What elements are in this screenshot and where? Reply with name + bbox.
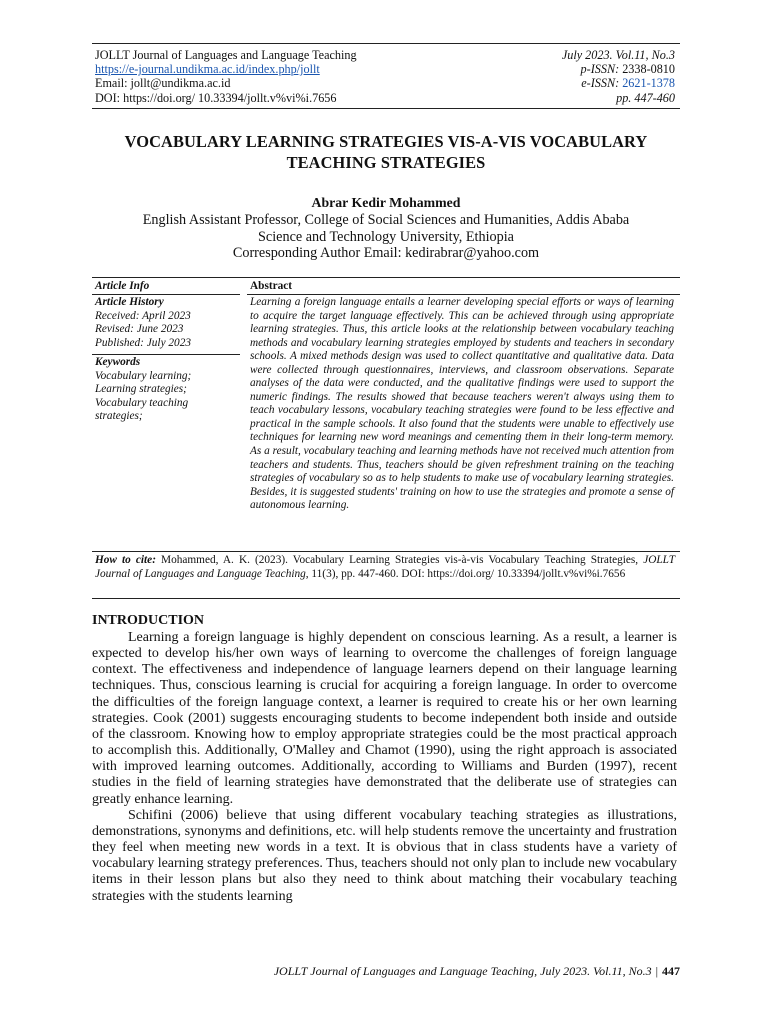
revised-date: Revised: June 2023	[95, 323, 184, 336]
article-info-heading: Article Info	[95, 280, 150, 292]
page-range: pp. 447-460	[616, 90, 675, 105]
info-rule-right	[247, 294, 680, 295]
abstract-heading: Abstract	[250, 280, 293, 292]
e-issn: e-ISSN: 2621-1378	[581, 76, 675, 91]
body-text	[92, 630, 677, 905]
page-footer	[92, 964, 680, 979]
header-rule-top	[92, 43, 680, 44]
header-rule-bottom	[92, 108, 680, 109]
abstract-text: Learning a foreign language entails a learner developing special efforts or ways of learning to acquire the target language effectively. This can be achieved through using appropriate learning strategies. Thus, this article looks at the relationship between vocabulary teaching methods and vocabulary learning strategies employed by students and teachers in secondary schools. A mixed methods design was used to collect quantitative and qualitative data. Data were collected through questionnaires, interviews, and classroom observations. Separate analyses of the data were conducted, and the qualitative findings were used to support the numeric findings. The results showed that because teachers weren't always using them to teach vocabulary lessons, vocabulary teaching strategies were found to be less effective and practical in the sample schools. It also found that the students were unable to effectively use techniques for learning new word meanings and cementing them in their long-term memory. As a result, vocabulary teaching and learning methods have not received much attention from teachers and students. Thus, teachers should be given refreshment training on the teaching strategies of vocabulary so as to help students to make use of vocabulary learning strategies. Besides, it is suggested students' training on how to use the strategies and promote a sense of autonomous learning.	[250, 296, 674, 512]
article-title: VOCABULARY LEARNING STRATEGIES VIS-A-VIS VOCABULARY TEACHING STRATEGIES	[124, 132, 648, 172]
journal-url-link[interactable]: https://e-journal.undikma.ac.id/index.php/jollt	[95, 62, 320, 77]
article-history: Article History Received: April 2023 Revised: June 2023 Published: July 2023	[95, 296, 237, 350]
page-number: 447	[662, 964, 680, 978]
p-issn: p-ISSN: 2338-0810	[580, 62, 675, 77]
footer-journal: JOLLT Journal of Languages and Language Teaching, July 2023. Vol.11, No.3	[273, 964, 652, 978]
keywords-rule	[92, 354, 240, 355]
keyword-item: Vocabulary teaching strategies;	[95, 396, 189, 423]
keywords: Keywords Vocabulary learning; Learning strategies; Vocabulary teaching strategies;	[95, 356, 237, 424]
journal-name: JOLLT Journal of Languages and Language Teaching	[95, 48, 357, 62]
article-doi: DOI: https://doi.org/ 10.33394/jollt.v%vi%i.7656	[95, 90, 337, 105]
keyword-item: Learning strategies;	[95, 383, 187, 396]
cite-rule-top	[92, 551, 680, 552]
how-to-cite: How to cite: Mohammed, A. K. (2023). Vocabulary Learning Strategies vis-à-vis Vocabulary Teaching Strategies, JOLLT Journal of Languages and Language Teaching, 11(3), pp. 447-460. DOI: https://doi.org/ 10.33394/jollt.v%vi%i.7656	[95, 554, 675, 580]
footer-separator: |	[655, 964, 658, 978]
paragraph: Schifini (2006) believe that using different vocabulary teaching strategies as illustrations, demonstrations, synonyms and definitions, etc. will help students remove the uncertainty and frustration they feel when meeting new words in a text. It is obvious that in class students have a variety of vocabulary learning strategy preferences. Thus, teachers should not only plan to include new vocabulary items in their lesson plans but also they need to think about matching their vocabulary teaching strategies with the students learning	[92, 807, 677, 904]
journal-header	[95, 48, 675, 105]
author-affiliation: English Assistant Professor, College of Social Sciences and Humanities, Addis Ababa Science and Technology University, Ethiopia Corresponding Author Email: kedirabrar@yahoo.com	[92, 212, 680, 262]
author-name: Abrar Kedir Mohammed	[311, 195, 461, 210]
section-heading: INTRODUCTION	[92, 613, 205, 628]
info-table-rule-top	[92, 277, 680, 278]
published-date: Published: July 2023	[95, 336, 192, 349]
journal-email: Email: jollt@undikma.ac.id	[95, 76, 231, 91]
keyword-item: Vocabulary learning;	[95, 369, 192, 382]
corresponding-email: Corresponding Author Email: kedirabrar@yahoo.com	[232, 245, 540, 261]
info-rule-left	[92, 294, 240, 295]
issue-date: July 2023. Vol.11, No.3	[561, 48, 675, 62]
received-date: Received: April 2023	[95, 309, 191, 322]
cite-rule-bottom	[92, 598, 680, 599]
paragraph: Learning a foreign language is highly dependent on conscious learning. As a result, a learner is expected to develop his/her own ways of learning to overcome the challenges of foreign language context. The effectiveness and independence of language learners depend on their language learning techniques. Thus, conscious learning is crucial for acquiring a foreign language. In order to overcome the difficulties of the foreign language context, a learner is required to create his or her own learning strategies. Cook (2001) suggests encouraging students to become independent both inside and outside of the classroom. Knowing how to employ appropriate strategies could be the most practical approach to accomplish this. Additionally, O'Malley and Chamot (1990), using the right approach is associated with improved learning outcomes. Additionally, according to Williams and Burden (1997), recent studies in the field of learning strategies have demonstrated that the deliberate use of strategies can greatly enhance learning.	[92, 630, 677, 807]
